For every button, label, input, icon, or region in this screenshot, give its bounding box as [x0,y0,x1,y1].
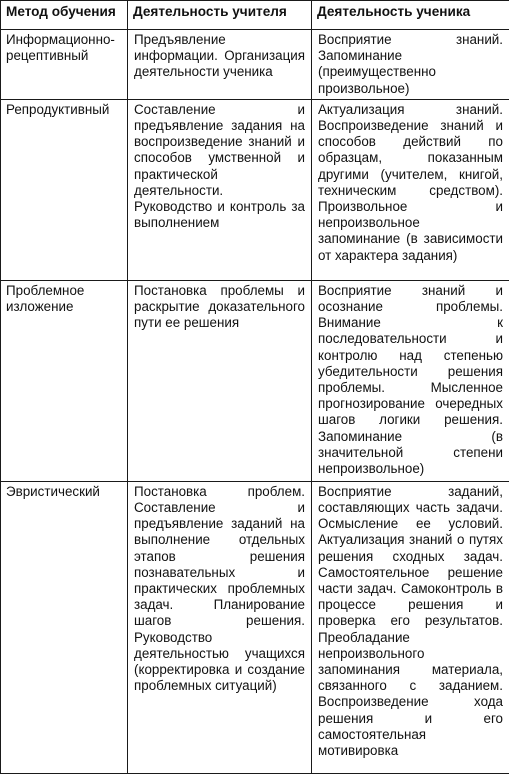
student-activity-cell: Восприятие знаний и осознание проблемы. Внимание к последовательности и контролю над степенью убедительности решения проблемы. Мысленное прогнозирование очередных шагов логики решения. Запоминание (в значительной степени непроизвольное) [312,280,509,481]
header-teacher-activity: Деятельность учителя [128,1,312,30]
student-activity-cell: Восприятие заданий, составляющих часть задачи. Осмысление ее условий. Актуализация знаний о путях решения сходных задач. Самостоятельное решение части задач. Самоконтроль в процессе решения и проверка его результатов. Преобладание непроизвольного запоминания материала, связанного с заданием. Воспроизведение хода решения и его самостоятельная мотивировка [312,481,509,773]
table-header-row [1,1,509,30]
teacher-activity-cell: Предъявление информации. Организация деятельности ученика [128,30,312,100]
method-cell: Проблемное изложение [1,280,128,481]
table-row [1,280,509,481]
student-activity-cell: Восприятие знаний. Запоминание (преимущественно произвольное) [312,30,509,100]
teacher-activity-cell: Постановка проблемы и раскрытие доказательного пути ее решения [128,280,312,481]
table-row [1,30,509,100]
teacher-activity-cell: Составление и предъявление задания на воспроизведение знаний и способов умственной и практической деятельности. Руководство и контроль за выполнением [128,99,312,280]
header-method: Метод обучения [1,1,128,30]
header-student-activity: Деятельность ученика [312,1,509,30]
table-row [1,481,509,773]
method-cell: Эвристический [1,481,128,773]
student-activity-cell: Актуализация знаний. Воспроизведение знаний и способов действий по образцам, показанным другими (учителем, книгой, техническим средством). Произвольное и непроизвольное запоминание (в зависимости от характера задания) [312,99,509,280]
method-cell: Информационно-рецептивный [1,30,128,100]
method-cell: Репродуктивный [1,99,128,280]
table-row [1,99,509,280]
teacher-activity-cell: Постановка проблем. Составление и предъявление заданий на выполнение отдельных этапов решения познавательных и практических проблемных задач. Планирование шагов решения. Руководство деятельностью учащихся (корректировка и создание проблемных ситуаций) [128,481,312,773]
